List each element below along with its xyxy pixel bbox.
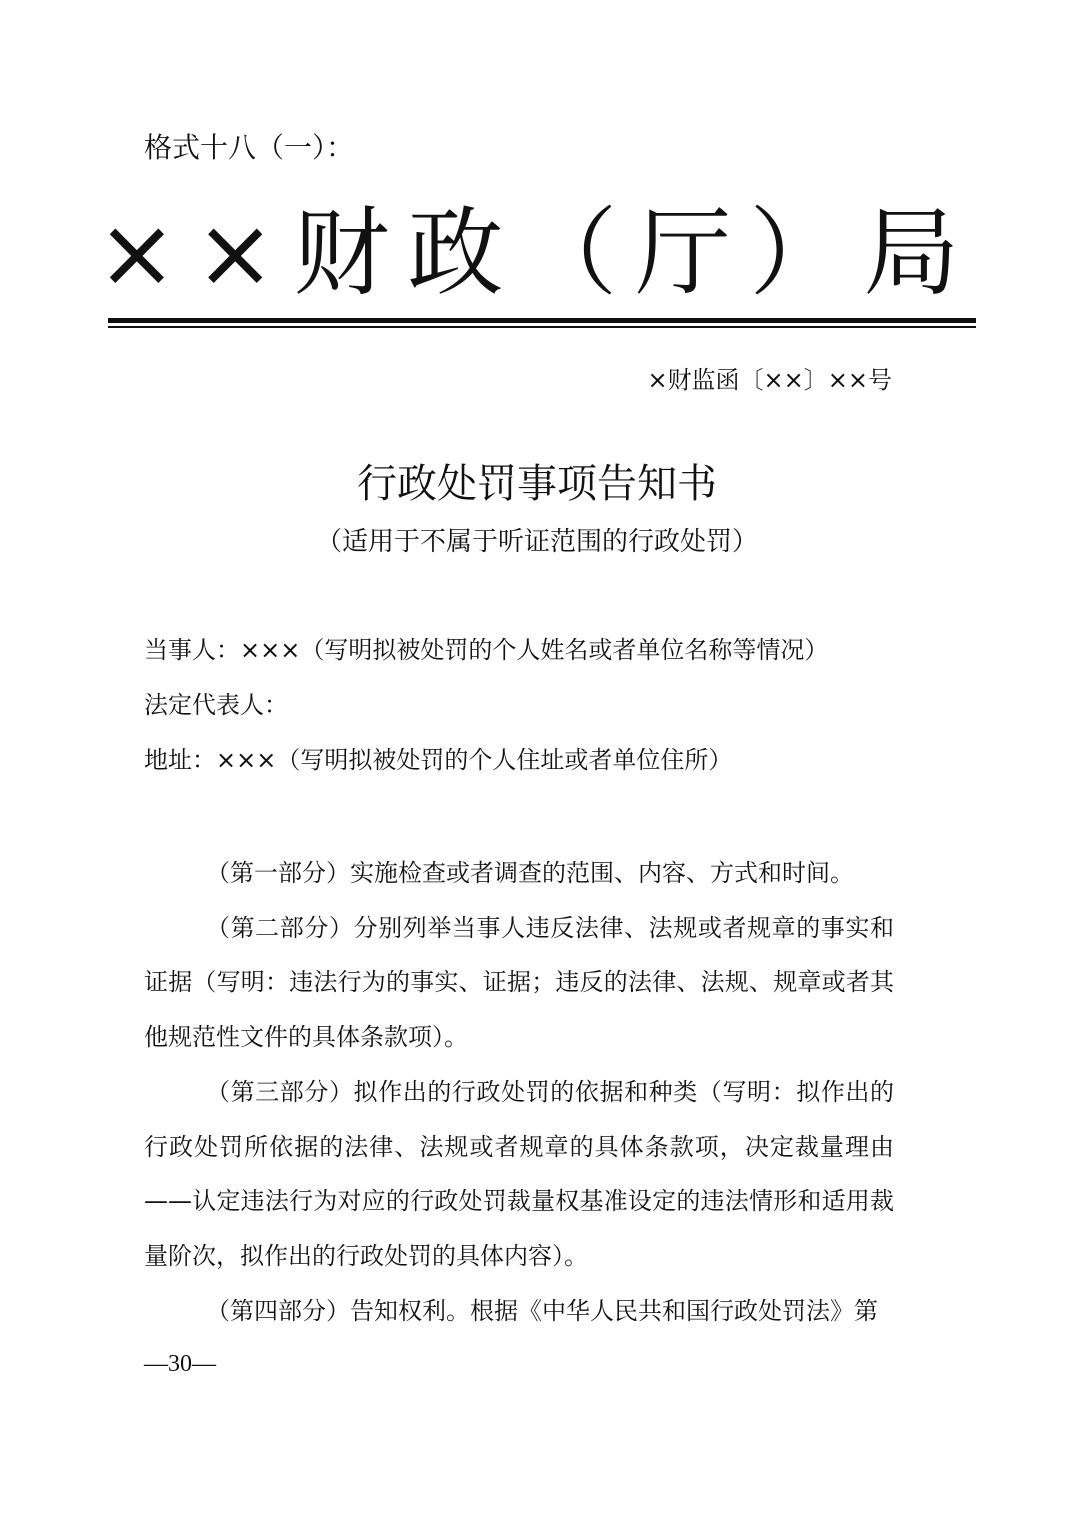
paragraph-part-3: （第三部分）拟作出的行政处罚的依据和种类（写明：拟作出的行政处罚所依据的法律、法规或者规章的具体条款项，决定裁量理由——认定违法行为对应的行政处罚裁量权基准设定的违法情形和适用裁量阶次，拟作出的行政处罚的具体内容）。: [144, 1077, 894, 1270]
party-field: 当事人：×××（写明拟被处罚的个人姓名或者单位名称等情况）: [144, 636, 829, 664]
document-number: ×财监函〔××〕××号: [647, 366, 892, 394]
format-label: 格式十八（一）：: [144, 131, 355, 164]
document-title: 行政处罚事项告知书: [357, 461, 717, 507]
letterhead-title: ××财政（厅）局: [96, 197, 978, 309]
paragraph-part-4: （第四部分）告知权利。根据《中华人民共和国行政处罚法》第: [206, 1296, 878, 1325]
legal-representative-field: 法定代表人：: [144, 691, 288, 719]
document-subtitle: （适用于不属于听证范围的行政处罚）: [315, 527, 758, 557]
address-field: 地址：×××（写明拟被处罚的个人住址或者单位住所）: [144, 746, 733, 774]
body-text: [144, 846, 894, 1338]
paragraph-part-2: （第二部分）分别列举当事人违反法律、法规或者规章的事实和证据（写明：违法行为的事实、证据；违反的法律、法规、规章或者其他规范性文件的具体条款项）。: [144, 913, 894, 1052]
page-number: —30—: [144, 1351, 216, 1377]
letterhead-rule-thick: [108, 318, 976, 323]
paragraph-part-1: （第一部分）实施检查或者调查的范围、内容、方式和时间。: [206, 859, 854, 887]
letterhead-rule-thin: [108, 326, 976, 328]
